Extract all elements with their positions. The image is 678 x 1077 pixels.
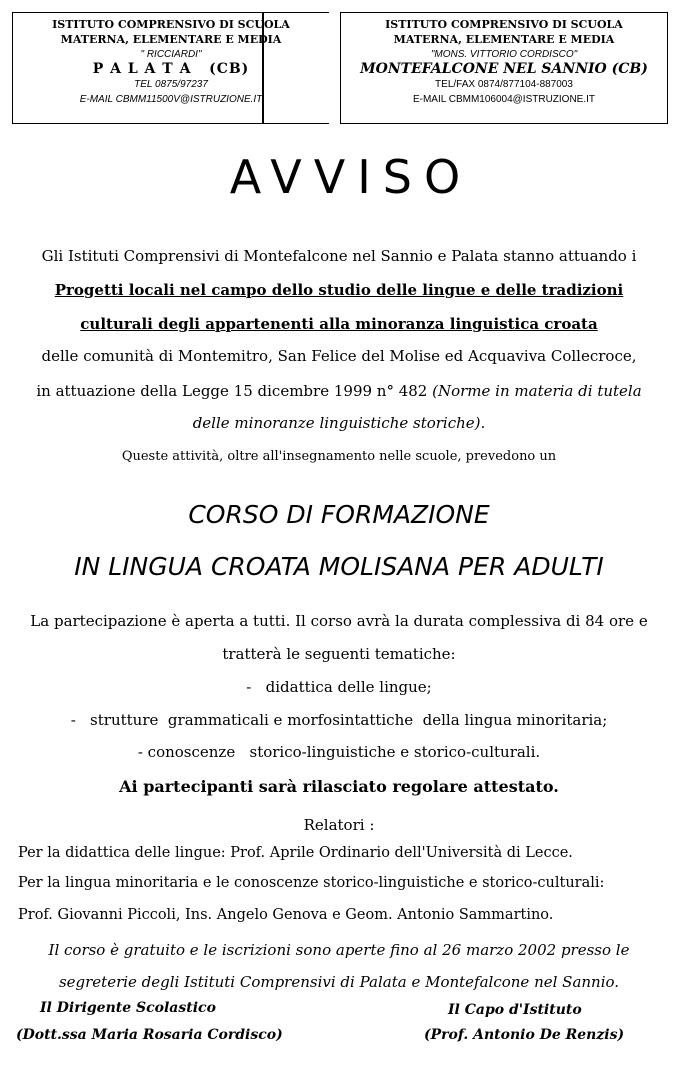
intro-line-7: Queste attività, oltre all'insegnamento nelle scuole, prevedono un <box>121 449 557 464</box>
signature-left-name: (Dott.ssa Maria Rosaria Cordisco) <box>16 1027 283 1043</box>
montefalcone-header <box>340 12 668 124</box>
topic-item: - didattica delle lingue; <box>246 678 432 696</box>
palata-header <box>12 12 329 124</box>
institute-levels: MATERNA, ELEMENTARE E MEDIA <box>60 33 282 46</box>
page-title: AVVISO <box>229 150 473 204</box>
course-title-1: CORSO DI FORMAZIONE <box>188 500 490 529</box>
project-title-line-1: Progetti locali nel campo dello studio delle lingue e delle tradizioni <box>54 281 624 299</box>
institute-city: MONTEFALCONE NEL SANNIO (CB) <box>360 61 648 77</box>
law-reference: in attuazione della Legge 15 dicembre 1999 n° 482 <box>36 382 433 400</box>
intro-line-5 <box>0 382 678 400</box>
topic-item: - strutture grammaticali e morfosintattiche della lingua minoritaria; <box>70 711 608 729</box>
law-title: (Norme in materia di tutela <box>432 382 642 400</box>
signature-right-role: Il Capo d'Istituto <box>448 1002 582 1018</box>
signature-left-role: Il Dirigente Scolastico <box>40 1000 216 1016</box>
institute-type: ISTITUTO COMPRENSIVO DI SCUOLA <box>385 18 623 31</box>
speaker-line-2: Per la lingua minoritaria e le conoscenze storico-linguistiche e storico-culturali: <box>18 875 605 891</box>
institute-email: E-MAIL CBMM106004@ISTRUZIONE.IT <box>412 94 596 105</box>
institute-name: "MONS. VITTORIO CORDISCO" <box>430 49 578 60</box>
institute-email: E-MAIL CBMM11500V@ISTRUZIONE.IT <box>79 94 263 105</box>
certificate-note: Ai partecipanti sarà rilasciato regolare attestato. <box>119 777 559 796</box>
intro-line-1: Gli Istituti Comprensivi di Montefalcone nel Sannio e Palata stanno attuando i <box>41 247 637 265</box>
speakers-heading: Relatori : <box>303 816 375 834</box>
details-line-1: La partecipazione è aperta a tutti. Il corso avrà la durata complessiva di 84 ore e <box>30 612 648 630</box>
institute-levels: MATERNA, ELEMENTARE E MEDIA <box>393 33 615 46</box>
speaker-line-1: Per la didattica delle lingue: Prof. Aprile Ordinario dell'Università di Lecce. <box>18 845 573 861</box>
intro-line-6: delle minoranze linguistiche storiche). <box>192 414 486 432</box>
project-title-line-2: culturali degli appartenenti alla minoranza linguistica croata <box>80 315 598 333</box>
topic-item: - conoscenze storico-linguistiche e storico-culturali. <box>137 743 541 761</box>
institute-type: ISTITUTO COMPRENSIVO DI SCUOLA <box>52 18 290 31</box>
course-title-2: IN LINGUA CROATA MOLISANA PER ADULTI <box>74 552 604 581</box>
signature-right-name: (Prof. Antonio De Renzis) <box>424 1027 625 1043</box>
closing-line-2: segreterie degli Istituti Comprensivi di Palata e Montefalcone nel Sannio. <box>58 973 620 991</box>
intro-line-4: delle comunità di Montemitro, San Felice del Molise ed Acquaviva Collecroce, <box>41 347 637 365</box>
details-line-2: tratterà le seguenti tematiche: <box>222 645 456 663</box>
speaker-line-3: Prof. Giovanni Piccoli, Ins. Angelo Genova e Geom. Antonio Sammartino. <box>18 907 554 923</box>
institute-city: P A L A T A (CB) <box>92 61 250 77</box>
closing-line-1: Il corso è gratuito e le iscrizioni sono aperte fino al 26 marzo 2002 presso le <box>48 941 630 959</box>
institute-name: " RICCIARDI" <box>140 49 202 60</box>
institute-tel: TEL 0875/97237 <box>134 79 208 90</box>
institute-tel: TEL/FAX 0874/877104-887003 <box>435 79 573 90</box>
